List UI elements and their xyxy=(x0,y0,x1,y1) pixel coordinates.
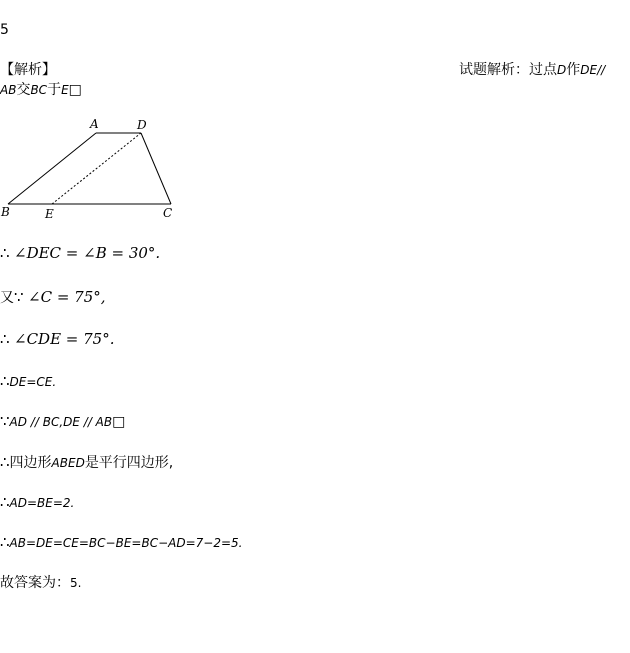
missing-glyph-box: □ xyxy=(68,82,82,98)
parallel-symbol: // xyxy=(597,63,606,77)
step-8-text: AB=DE=CE=BC−BE=BC−AD=7−2=5. xyxy=(9,536,243,550)
step-2 xyxy=(0,287,106,307)
step-5 xyxy=(0,412,125,430)
step-4 xyxy=(0,372,56,390)
step-6-suffix: 是平行四边形, xyxy=(84,455,174,471)
step-3-formula: ∠CDE = 75°. xyxy=(14,330,115,348)
because-symbol: ∵ xyxy=(0,412,10,430)
point-d-label: D xyxy=(557,63,567,77)
side-ab xyxy=(8,133,96,204)
dashed-de xyxy=(52,133,141,204)
step-1-formula: ∠DEC = ∠B = 30°. xyxy=(14,244,161,262)
de-label: DE xyxy=(580,63,598,77)
answer-value: 5 xyxy=(0,22,9,38)
vertex-label-d: D xyxy=(137,118,147,132)
make-word: 作 xyxy=(566,62,581,78)
ab-label: AB xyxy=(0,83,17,97)
step-5-text: AD // BC,DE // AB xyxy=(9,415,113,429)
vertex-label-c: C xyxy=(163,206,173,220)
missing-glyph-box: □ xyxy=(112,414,126,430)
analysis-label: 【解析】 xyxy=(0,62,56,78)
step-6-abed: ABED xyxy=(51,456,85,470)
also-word: 又 xyxy=(0,290,14,306)
conclusion-value: 5. xyxy=(70,576,82,590)
conclusion xyxy=(0,572,81,592)
trapezoid-figure xyxy=(0,112,180,224)
solution-intro xyxy=(459,59,605,79)
therefore-symbol: ∴ xyxy=(0,493,10,511)
therefore-symbol: ∴ xyxy=(0,533,10,551)
therefore-symbol: ∴ xyxy=(0,372,10,390)
step-1 xyxy=(0,244,160,262)
side-dc xyxy=(141,133,171,204)
step-6 xyxy=(0,452,173,472)
therefore-symbol: ∴ xyxy=(0,330,10,348)
solution-prefix: 试题解析：过点 xyxy=(459,62,557,78)
bc-label: BC xyxy=(30,83,48,97)
vertex-label-b: B xyxy=(1,205,10,219)
step-2-formula: ∠C = 75°, xyxy=(28,288,106,306)
conclusion-label: 故答案为： xyxy=(0,575,70,591)
solution-intro-continued xyxy=(0,79,82,99)
vertex-label-a: A xyxy=(90,117,99,131)
therefore-symbol: ∴ xyxy=(0,453,10,471)
vertex-label-e: E xyxy=(45,207,54,221)
step-6-prefix: 四边形 xyxy=(9,455,52,471)
therefore-symbol: ∴ xyxy=(0,244,10,262)
intersect-word: 交 xyxy=(16,82,31,98)
step-7-text: AD=BE=2. xyxy=(9,496,75,510)
because-symbol: ∵ xyxy=(14,288,24,306)
step-7 xyxy=(0,493,74,511)
step-3 xyxy=(0,330,114,348)
at-word: 于 xyxy=(47,82,62,98)
step-8 xyxy=(0,533,242,551)
step-4-text: DE=CE. xyxy=(9,375,57,389)
e-label: E xyxy=(61,83,69,97)
